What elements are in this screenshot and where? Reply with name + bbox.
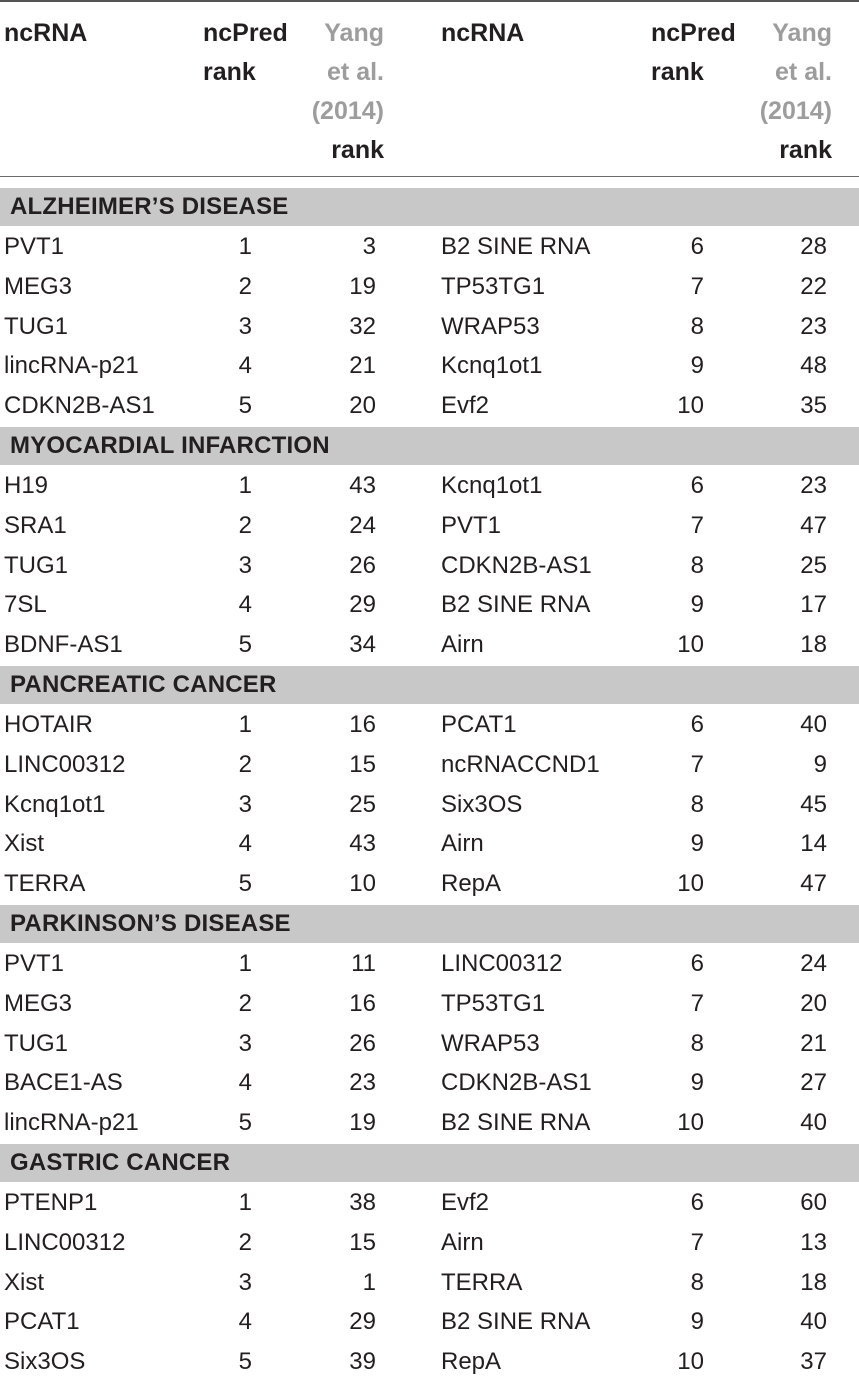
table-row bbox=[0, 824, 859, 864]
table-cell: 29 bbox=[349, 1308, 376, 1336]
table-cell: 1 bbox=[238, 472, 252, 499]
table-cell: 10 bbox=[677, 1348, 704, 1376]
table-cell: 1 bbox=[238, 233, 252, 260]
table-cell: 1 bbox=[362, 1268, 376, 1296]
table-cell: TUG1 bbox=[4, 551, 69, 579]
table-cell: MEG3 bbox=[4, 272, 73, 300]
table-cell: 4 bbox=[238, 591, 252, 619]
table-cell: 3 bbox=[238, 551, 252, 579]
table-row bbox=[0, 625, 859, 665]
table-row bbox=[0, 466, 859, 506]
table-cell: 27 bbox=[800, 1069, 827, 1097]
table-row bbox=[0, 386, 859, 426]
table-cell: Kcnq1ot1 bbox=[441, 472, 543, 499]
table-cell: PVT1 bbox=[4, 233, 65, 260]
table-cell: 43 bbox=[349, 830, 376, 858]
table-cell: Airn bbox=[441, 830, 484, 858]
table-cell: H19 bbox=[4, 472, 49, 499]
section-header bbox=[0, 427, 859, 465]
table-cell: 23 bbox=[349, 1069, 376, 1097]
table-row bbox=[0, 1223, 859, 1263]
table-cell: RepA bbox=[441, 1348, 502, 1376]
table-cell: 8 bbox=[690, 312, 704, 340]
table-cell: Six3OS bbox=[441, 790, 523, 818]
table-cell: LINC00312 bbox=[4, 750, 126, 778]
table-cell: 16 bbox=[349, 711, 376, 738]
table-cell: Kcnq1ot1 bbox=[4, 790, 106, 818]
table-cell: 8 bbox=[690, 551, 704, 579]
table-cell: 16 bbox=[349, 989, 376, 1017]
table-row bbox=[0, 546, 859, 586]
table-cell: RepA bbox=[441, 870, 502, 898]
table-cell: Evf2 bbox=[441, 392, 490, 420]
table-cell: 21 bbox=[349, 352, 376, 380]
section-title: PANCREATIC CANCER bbox=[10, 671, 277, 698]
table-cell: Evf2 bbox=[441, 1189, 490, 1216]
header-yang-right-4: rank bbox=[779, 136, 832, 164]
table-cell: 1 bbox=[238, 711, 252, 738]
table-row bbox=[0, 1103, 859, 1143]
table-cell: 2 bbox=[238, 989, 252, 1017]
table-cell: LINC00312 bbox=[4, 1228, 126, 1256]
table-cell: 2 bbox=[238, 750, 252, 778]
table-row bbox=[0, 1302, 859, 1342]
header-yang-left-3: (2014) bbox=[311, 97, 384, 125]
table-row bbox=[0, 585, 859, 625]
table-cell: 40 bbox=[800, 1308, 827, 1336]
section-header bbox=[0, 1144, 859, 1182]
table-cell: 9 bbox=[690, 591, 704, 619]
table-cell: 24 bbox=[349, 511, 376, 539]
table-cell: 19 bbox=[349, 272, 376, 300]
header-yang-right-2: et al. bbox=[775, 58, 832, 86]
table-cell: 15 bbox=[349, 750, 376, 778]
table-cell: 38 bbox=[349, 1189, 376, 1216]
table-cell: 4 bbox=[238, 1069, 252, 1097]
table-row bbox=[0, 705, 859, 745]
table-cell: PVT1 bbox=[4, 950, 65, 977]
table-row bbox=[0, 1063, 859, 1103]
table-cell: lincRNA-p21 bbox=[4, 352, 139, 380]
table-cell: 40 bbox=[800, 1109, 827, 1137]
table-cell: 26 bbox=[349, 1029, 376, 1057]
table-cell: PCAT1 bbox=[4, 1308, 80, 1336]
header-yang-left-1: Yang bbox=[324, 19, 384, 47]
table-cell: 9 bbox=[690, 1069, 704, 1097]
table-cell: PVT1 bbox=[441, 511, 502, 539]
table-cell: B2 SINE RNA bbox=[441, 1109, 591, 1137]
table-cell: B2 SINE RNA bbox=[441, 1308, 591, 1336]
table-cell: 45 bbox=[800, 790, 827, 818]
table-cell: 1 bbox=[238, 950, 252, 977]
table-cell: 10 bbox=[677, 1109, 704, 1137]
table-cell: WRAP53 bbox=[441, 312, 540, 340]
table-cell: CDKN2B-AS1 bbox=[4, 392, 155, 420]
table-cell: TP53TG1 bbox=[441, 272, 546, 300]
table-cell: 3 bbox=[238, 1268, 252, 1296]
table-cell: 23 bbox=[800, 472, 827, 499]
header-ncpred-right-2: rank bbox=[651, 58, 704, 86]
table-cell: 7 bbox=[690, 1228, 704, 1256]
table-cell: 5 bbox=[238, 392, 252, 420]
table-cell: HOTAIR bbox=[4, 711, 93, 738]
table-cell: 3 bbox=[238, 790, 252, 818]
table-cell: 43 bbox=[349, 472, 376, 499]
table-cell: 40 bbox=[800, 711, 827, 738]
table-cell: 28 bbox=[800, 233, 827, 260]
section-title: PARKINSON’S DISEASE bbox=[10, 910, 291, 937]
header-ncpred-right-1: ncPred bbox=[651, 19, 736, 47]
table-cell: 3 bbox=[362, 233, 376, 260]
table-cell: 8 bbox=[690, 1268, 704, 1296]
table-cell: Airn bbox=[441, 631, 484, 659]
table-cell: 13 bbox=[800, 1228, 827, 1256]
table-cell: 3 bbox=[238, 1029, 252, 1057]
table-cell: Kcnq1ot1 bbox=[441, 352, 543, 380]
table-cell: 14 bbox=[800, 830, 827, 858]
table-cell: TP53TG1 bbox=[441, 989, 546, 1017]
table-cell: 48 bbox=[800, 352, 827, 380]
table-cell: 6 bbox=[690, 472, 704, 499]
table-cell: 2 bbox=[238, 1228, 252, 1256]
table-cell: CDKN2B-AS1 bbox=[441, 551, 592, 579]
table-cell: 47 bbox=[800, 870, 827, 898]
table-cell: 7SL bbox=[4, 591, 47, 619]
table-cell: 10 bbox=[677, 870, 704, 898]
table-row bbox=[0, 984, 859, 1024]
table-cell: 39 bbox=[349, 1348, 376, 1376]
table-cell: 19 bbox=[349, 1109, 376, 1137]
table-cell: 10 bbox=[349, 870, 376, 898]
table-cell: PCAT1 bbox=[441, 711, 517, 738]
table-cell: 26 bbox=[349, 551, 376, 579]
table-cell: 5 bbox=[238, 870, 252, 898]
table-cell: 11 bbox=[351, 950, 376, 977]
table-cell: 47 bbox=[800, 511, 827, 539]
table-cell: 24 bbox=[800, 950, 827, 977]
table-cell: 9 bbox=[690, 352, 704, 380]
table-cell: 22 bbox=[800, 272, 827, 300]
section-header bbox=[0, 188, 859, 226]
table-header bbox=[0, 2, 859, 177]
table-cell: 18 bbox=[800, 631, 827, 659]
table-cell: 9 bbox=[813, 750, 827, 778]
table-cell: 7 bbox=[690, 511, 704, 539]
header-ncrna-right: ncRNA bbox=[441, 19, 525, 47]
table-cell: 6 bbox=[690, 1189, 704, 1216]
table-cell: 6 bbox=[690, 233, 704, 260]
table-cell: 6 bbox=[690, 950, 704, 977]
table-cell: 4 bbox=[238, 1308, 252, 1336]
table-row bbox=[0, 506, 859, 546]
table-cell: MEG3 bbox=[4, 989, 73, 1017]
table-cell: 10 bbox=[677, 392, 704, 420]
table-cell: BACE1-AS bbox=[4, 1069, 123, 1097]
table-cell: ncRNACCND1 bbox=[441, 750, 600, 778]
table-row bbox=[0, 1263, 859, 1303]
table-cell: Airn bbox=[441, 1228, 484, 1256]
table-cell: 5 bbox=[238, 631, 252, 659]
table-cell: 8 bbox=[690, 1029, 704, 1057]
table-cell: 17 bbox=[800, 591, 827, 619]
table-cell: TERRA bbox=[4, 870, 86, 898]
table-cell: 4 bbox=[238, 830, 252, 858]
table-cell: 4 bbox=[238, 352, 252, 380]
table-cell: 34 bbox=[349, 631, 376, 659]
section-title: GASTRIC CANCER bbox=[10, 1149, 231, 1176]
table-cell: 3 bbox=[238, 312, 252, 340]
table-cell: 7 bbox=[690, 272, 704, 300]
header-yang-left-4: rank bbox=[331, 136, 384, 164]
header-ncpred-left-1: ncPred bbox=[203, 19, 288, 47]
table-cell: 37 bbox=[800, 1348, 827, 1376]
table-cell: 5 bbox=[238, 1109, 252, 1137]
table-cell: 20 bbox=[349, 392, 376, 420]
table-cell: 29 bbox=[349, 591, 376, 619]
table-row bbox=[0, 307, 859, 347]
table-row bbox=[0, 785, 859, 825]
section-title: MYOCARDIAL INFARCTION bbox=[10, 432, 330, 459]
table-cell: 10 bbox=[677, 631, 704, 659]
header-yang-left-2: et al. bbox=[327, 58, 384, 86]
table-cell: 35 bbox=[800, 392, 827, 420]
table-row bbox=[0, 864, 859, 904]
table-cell: 1 bbox=[238, 1189, 252, 1216]
table-cell: 25 bbox=[349, 790, 376, 818]
header-rule bbox=[0, 176, 859, 177]
table-row bbox=[0, 227, 859, 267]
table-cell: 6 bbox=[690, 711, 704, 738]
section-header bbox=[0, 666, 859, 704]
table-cell: 2 bbox=[238, 511, 252, 539]
table-cell: SRA1 bbox=[4, 511, 67, 539]
table-cell: WRAP53 bbox=[441, 1029, 540, 1057]
table-cell: Xist bbox=[4, 830, 45, 858]
table-row bbox=[0, 944, 859, 984]
header-yang-right-1: Yang bbox=[772, 19, 832, 47]
table-cell: PTENP1 bbox=[4, 1189, 98, 1216]
table-row bbox=[0, 1024, 859, 1064]
table-cell: B2 SINE RNA bbox=[441, 591, 591, 619]
table-cell: 25 bbox=[800, 551, 827, 579]
section-header bbox=[0, 905, 859, 943]
table-cell: 7 bbox=[690, 750, 704, 778]
table-row bbox=[0, 1342, 859, 1382]
section-title: ALZHEIMER’S DISEASE bbox=[10, 193, 289, 220]
table-row bbox=[0, 745, 859, 785]
table-cell: 18 bbox=[800, 1268, 827, 1296]
header-ncpred-left-2: rank bbox=[203, 58, 256, 86]
table-cell: 21 bbox=[800, 1029, 827, 1057]
table-cell: 15 bbox=[349, 1228, 376, 1256]
table-cell: BDNF-AS1 bbox=[4, 631, 123, 659]
table-cell: CDKN2B-AS1 bbox=[441, 1069, 592, 1097]
table-cell: 9 bbox=[690, 1308, 704, 1336]
table-cell: Six3OS bbox=[4, 1348, 86, 1376]
table-cell: lincRNA-p21 bbox=[4, 1109, 139, 1137]
table-cell: TERRA bbox=[441, 1268, 523, 1296]
table-cell: TUG1 bbox=[4, 1029, 69, 1057]
table-row bbox=[0, 1183, 859, 1223]
table-row bbox=[0, 346, 859, 386]
table-row bbox=[0, 267, 859, 307]
table-cell: 2 bbox=[238, 272, 252, 300]
table-cell: 9 bbox=[690, 830, 704, 858]
table-cell: 32 bbox=[349, 312, 376, 340]
header-ncrna-left: ncRNA bbox=[4, 19, 88, 47]
table-cell: 8 bbox=[690, 790, 704, 818]
table-cell: LINC00312 bbox=[441, 950, 563, 977]
table-cell: 23 bbox=[800, 312, 827, 340]
header-yang-right-3: (2014) bbox=[759, 97, 832, 125]
table-cell: TUG1 bbox=[4, 312, 69, 340]
table-cell: 7 bbox=[690, 989, 704, 1017]
table-cell: 20 bbox=[800, 989, 827, 1017]
table-cell: Xist bbox=[4, 1268, 45, 1296]
table-cell: B2 SINE RNA bbox=[441, 233, 591, 260]
table-cell: 5 bbox=[238, 1348, 252, 1376]
table-cell: 60 bbox=[800, 1189, 827, 1216]
